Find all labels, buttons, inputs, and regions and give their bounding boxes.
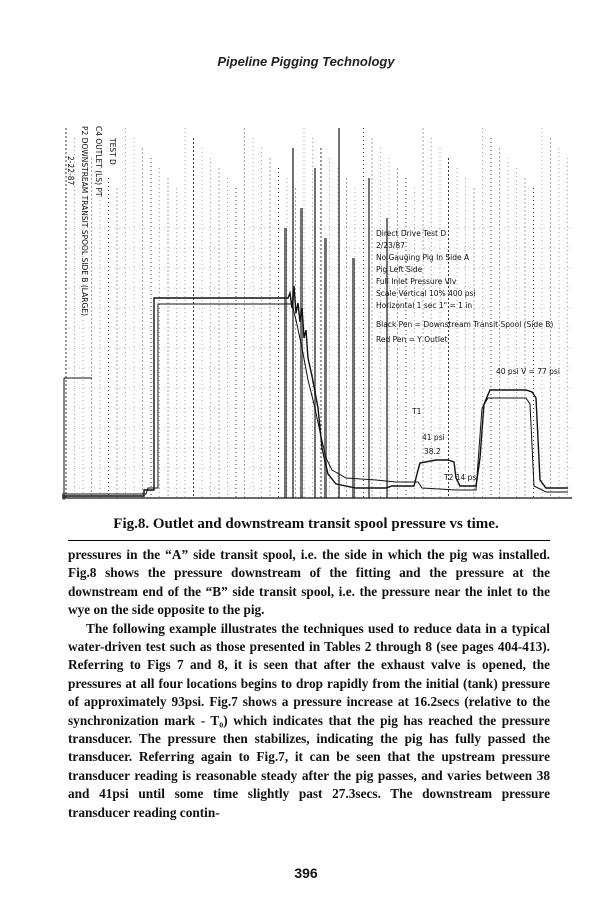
svg-text:40 psi V = 77 psi: 40 psi V = 77 psi (496, 367, 560, 376)
svg-text:No Gauging Pig In Side A: No Gauging Pig In Side A (376, 253, 470, 262)
svg-text:Pig Left Side: Pig Left Side (376, 265, 423, 274)
svg-text:Full Inlet Pressure Vlv: Full Inlet Pressure Vlv (376, 277, 457, 286)
strip-chart-figure (56, 108, 576, 513)
svg-text:T1: T1 (412, 407, 422, 416)
svg-text:Black Pen = Downstream Transit: Black Pen = Downstream Transit Spool (Side B) (376, 320, 554, 329)
paragraph: The following example illustrates the techniques used to reduce data in a typical water-driven test such as those presented in Tables 2 through 8 (see pages 404-413). Referring to Figs 7 and 8, it is seen that after the exhaust valve is opened, the pressures at all four locations begins to drop rapidly from the initial (tank) pressure of approximately 93psi. Fig.7 shows a pressure increase at 16.2secs (relative to the synchronization mark - T₀) which indicates that the pig has reached the pressure transducer. The pressure then stabilizes, indicating the pig has fully passed the transducer. Referring again to Fig.7, it can be seen that the upstream pressure transducer reading is reasonable steady after the pig passes, and varies between 38 and 41psi until some time slightly past 27.3secs. The downstream pressure transducer reading contin- (68, 620, 550, 820)
svg-text:C4 OUTLET (LS) PT: C4 OUTLET (LS) PT (94, 126, 103, 197)
svg-text:Red Pen = Y Outlet: Red Pen = Y Outlet (376, 335, 448, 344)
body-text (68, 546, 550, 822)
svg-text:P2 DOWNSTREAM TRANSIT SPOOL SI: P2 DOWNSTREAM TRANSIT SPOOL SIDE B (LARGE) (80, 126, 89, 316)
caption-divider (68, 540, 550, 541)
running-head: Pipeline Pigging Technology (217, 54, 395, 69)
svg-text:41 psi: 41 psi (422, 433, 445, 442)
svg-text:Horizontal 1 sec 1" = 1 in: Horizontal 1 sec 1" = 1 in (376, 301, 473, 310)
svg-text:TEST D: TEST D (108, 138, 117, 165)
svg-text:T2 14 psi: T2 14 psi (444, 473, 479, 482)
paragraph: pressures in the “A” side transit spool, i.e. the side in which the pig was installed. Fig.8 shows the pressure downstream of the fitting and the pressure at the downstream end of the “B” side transit spool, i.e. the pressure near the inlet to the wye on the side opposite to the pig. (68, 547, 550, 618)
svg-text:Scale Vertical 10% 400 psi: Scale Vertical 10% 400 psi (376, 289, 476, 298)
page-number: 396 (294, 865, 318, 881)
strip-chart-scan (56, 108, 576, 513)
figure-caption: Fig.8. Outlet and downstream transit spool pressure vs time. (113, 516, 499, 532)
svg-text:2/23/87: 2/23/87 (376, 241, 405, 250)
svg-text:2-22-87: 2-22-87 (66, 156, 75, 186)
svg-text:Direct Drive Test D: Direct Drive Test D (376, 229, 447, 238)
svg-text:38.2: 38.2 (424, 447, 441, 456)
